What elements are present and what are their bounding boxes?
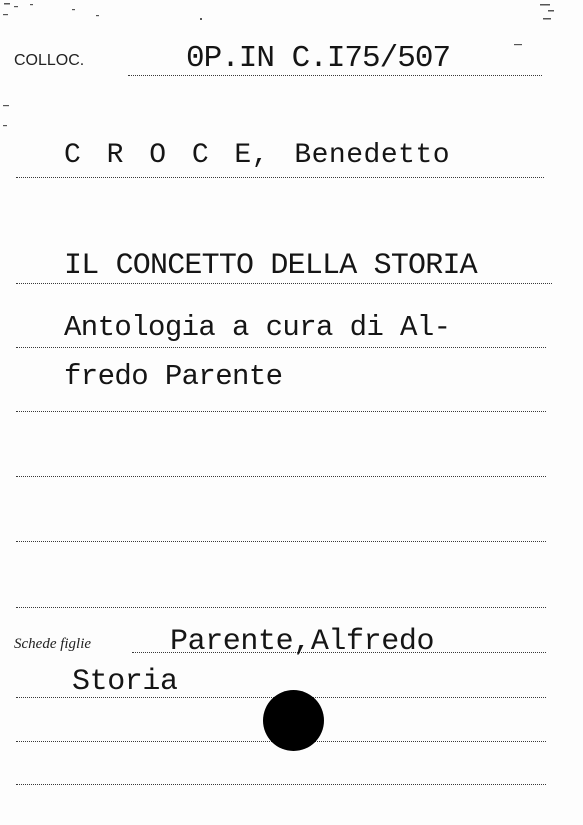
author-rule — [16, 177, 544, 178]
blank-rule-2 — [16, 541, 546, 542]
schede-figlie-label: Schede figlie — [14, 636, 92, 652]
schede-entry-1: Parente,Alfredo — [170, 625, 435, 659]
schede-rule-4 — [16, 784, 546, 785]
schede-entry-2: Storia — [72, 665, 178, 699]
description-line-2: fredo Parente — [64, 360, 283, 393]
description-line-1: Antologia a cura di Al- — [64, 311, 451, 344]
title-rule — [16, 283, 552, 284]
description-rule-2 — [16, 411, 546, 412]
colloc-value: 0P.IN C.I75/507 — [186, 41, 451, 76]
blank-rule-1 — [16, 476, 546, 477]
colloc-label: COLLOC. — [14, 52, 85, 69]
blank-rule-3 — [16, 607, 546, 608]
description-rule-1 — [16, 347, 546, 348]
book-title: IL CONCETTO DELLA STORIA — [64, 249, 477, 283]
author-name: C R O C E, Benedetto — [64, 140, 451, 171]
punch-hole — [263, 690, 324, 751]
